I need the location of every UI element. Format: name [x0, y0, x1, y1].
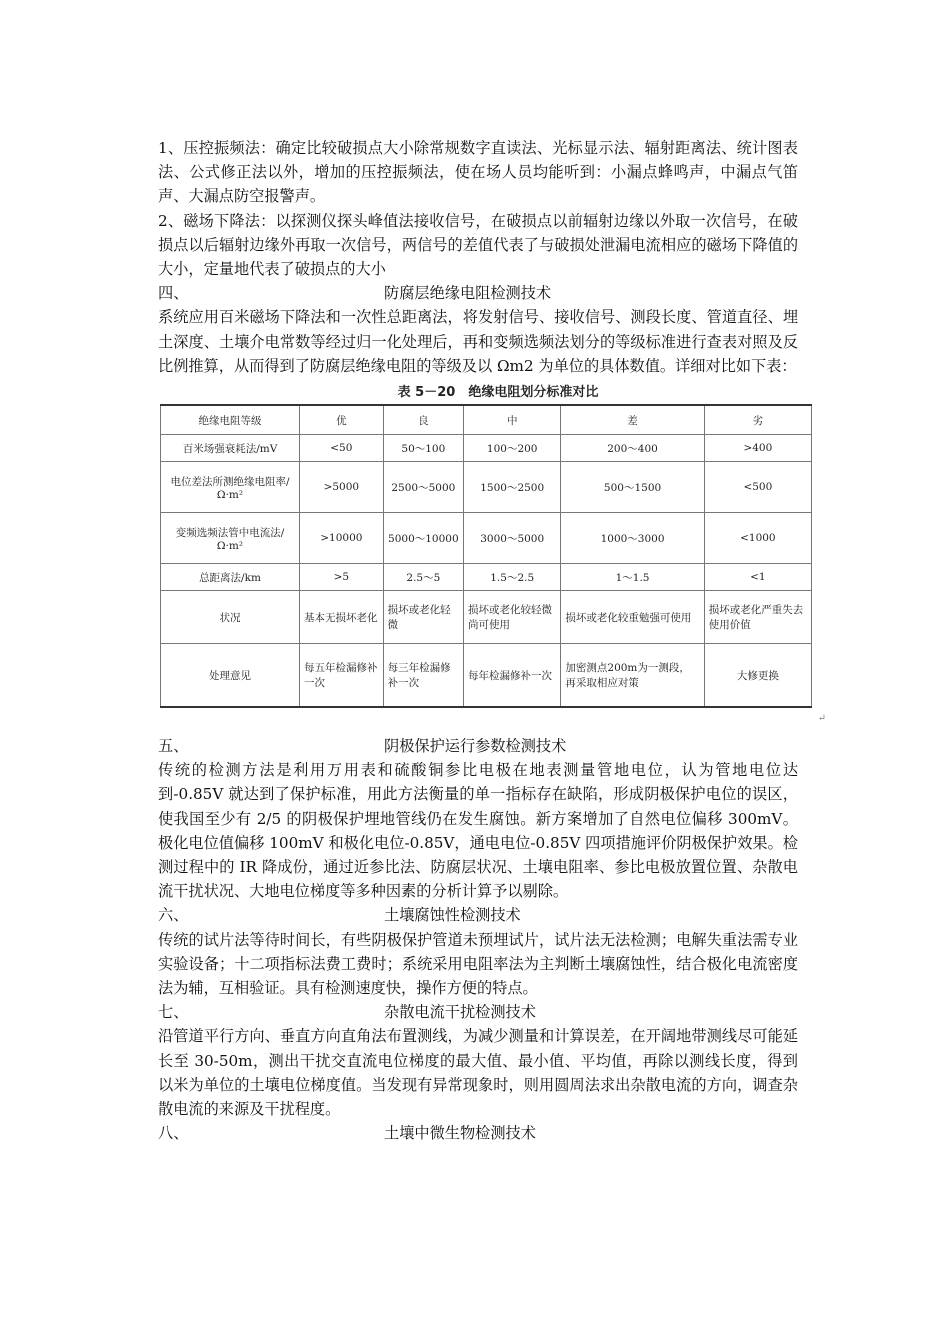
table-cell: 500～1500 — [561, 462, 704, 513]
table-row-header: 电位差法所测绝缘电阻率/Ω·m² — [161, 462, 300, 513]
paragraph-magnetic-drop: 2、磁场下降法：以探测仪探头峰值法接收信号，在破损点以前辐射边缘以外取一次信号，在破损点以后辐射边缘外再取一次信号，两信号的差值代表了与破损处泄漏电流相应的磁场下降值的大小，定量地代表了破损点的大小 — [158, 211, 798, 279]
section-number: 八、 — [158, 1124, 189, 1143]
section-number: 五、 — [158, 737, 189, 756]
table-header-cell: 优 — [300, 405, 384, 435]
section-body: 传统的试片法等待时间长，有些阴极保护管道未预埋试片，试片法无法检测；电解失重法需专业实验设备；十二项指标法费工费时；系统采用电阻率法为主判断土壤腐蚀性，结合极化电流密度法为辅，互相验证。具有检测速度快，操作方便的特点。 — [158, 930, 798, 998]
table-row-header: 处理意见 — [161, 644, 300, 708]
table-row — [161, 564, 812, 591]
table-cell: >5000 — [300, 462, 384, 513]
section-number: 四、 — [158, 284, 189, 303]
table-cell: >400 — [704, 435, 811, 462]
table-header-cell: 劣 — [704, 405, 811, 435]
table-cell: <1000 — [704, 513, 811, 564]
section-number: 六、 — [158, 906, 189, 925]
table-cell: 100～200 — [464, 435, 561, 462]
table-cell: 每三年检漏修补一次 — [383, 644, 463, 708]
table-cell: 损坏或老化轻微 — [383, 591, 463, 644]
section-title: 土壤腐蚀性检测技术 — [384, 906, 521, 925]
table-cell: 加密测点200m为一测段，再采取相应对策 — [561, 644, 704, 708]
table-cell: 200～400 — [561, 435, 704, 462]
table-cell: 50～100 — [383, 435, 463, 462]
table-cell: 1000～3000 — [561, 513, 704, 564]
table-cell: >5 — [300, 564, 384, 591]
table-cell: 基本无损坏老化 — [300, 591, 384, 644]
table-header-cell: 良 — [383, 405, 463, 435]
section-heading-8 — [158, 1121, 798, 1145]
table-cell: 1500～2500 — [464, 462, 561, 513]
table-header-cell: 差 — [561, 405, 704, 435]
section-body: 系统应用百米磁场下降法和一次性总距离法，将发射信号、接收信号、测段长度、管道直径、埋土深度、土壤介电常数等经过归一化处理后，再和变频选频法划分的等级标准进行查表对照及反比例推算，从而得到了防腐层绝缘电阻的等级及以 Ωm2 为单位的具体数值。详细对比如下表： — [158, 308, 798, 375]
table-cell: 2.5～5 — [383, 564, 463, 591]
table-cell: 大修更换 — [704, 644, 811, 708]
section-heading-5 — [158, 734, 798, 758]
table-cell: 每年检漏修补一次 — [464, 644, 561, 708]
table-cell: <50 — [300, 435, 384, 462]
section-body: 传统的检测方法是利用万用表和硫酸铜参比电极在地表测量管地电位，认为管地电位达到-0.85V 就达到了保护标准，用此方法衡量的单一指标存在缺陷，形成阴极保护电位的误区，使我国至少有 2/5 的阴极保护埋地管线仍在发生腐蚀。新方案增加了自然电位偏移 300mV。极化电位值偏移 100mV 和极化电位-0.85V，通电电位-0.85V 四项措施评价阴极保护效果。检测过程中的 IR 降成份，通过近参比法、防腐层状况、土壤电阻率、参比电极放置位置、杂散电流干扰状况、大地电位梯度等多种因素的分析计算予以剔除。 — [158, 761, 798, 901]
section-title: 阴极保护运行参数检测技术 — [384, 737, 567, 756]
table-cell: 5000～10000 — [383, 513, 463, 564]
table-cell: <500 — [704, 462, 811, 513]
table-row-header: 总距离法/km — [161, 564, 300, 591]
section-heading-4 — [158, 281, 798, 305]
spacer — [158, 712, 798, 734]
table-row — [161, 591, 812, 644]
table-cell: 每五年检漏修补一次 — [300, 644, 384, 708]
insulation-table-figure — [158, 382, 826, 725]
table-row — [161, 462, 812, 513]
table-cell: 损坏或老化较重勉强可使用 — [561, 591, 704, 644]
section-number: 七、 — [158, 1003, 189, 1022]
section-title: 杂散电流干扰检测技术 — [384, 1003, 536, 1022]
table-cell: 损坏或老化较轻微尚可使用 — [464, 591, 561, 644]
section-body: 沿管道平行方向、垂直方向直角法布置测线，为减少测量和计算误差，在开阔地带测线尽可能延长至 30-50m，测出干扰交直流电位梯度的最大值、最小值、平均值，再除以测线长度，得到以米为单位的土壤电位梯度值。当发现有异常现象时，则用圆周法求出杂散电流的方向，调查杂散电流的来源及干扰程度。 — [158, 1027, 798, 1119]
table-cell: <1 — [704, 564, 811, 591]
table-row-header: 状况 — [161, 591, 300, 644]
insulation-resistance-table — [160, 404, 812, 708]
document-page — [158, 136, 826, 1145]
table-cell: 1.5～2.5 — [464, 564, 561, 591]
section-title: 土壤中微生物检测技术 — [384, 1124, 536, 1143]
paragraph-pressure-frequency: 1、压控振频法：确定比较破损点大小除常规数字直读法、光标显示法、辐射距离法、统计图表法、公式修正法以外，增加的压控振频法，使在场人员均能听到：小漏点蜂鸣声，中漏点气笛声、大漏点防空报警声。 — [158, 139, 798, 206]
table-row-header: 变频选频法管中电流法/Ω·m² — [161, 513, 300, 564]
table-cell: 1～1.5 — [561, 564, 704, 591]
paragraph-return-icon: ↵ — [817, 713, 826, 725]
section-heading-6 — [158, 903, 798, 927]
table-cell: 2500～5000 — [383, 462, 463, 513]
table-header-cell: 绝缘电阻等级 — [161, 405, 300, 435]
table-cell: 损坏或老化严重失去使用价值 — [704, 591, 811, 644]
table-cell: 3000～5000 — [464, 513, 561, 564]
table-header-row — [161, 405, 812, 435]
table-header-cell: 中 — [464, 405, 561, 435]
table-row-header: 百米场强衰耗法/mV — [161, 435, 300, 462]
table-caption: 表 5－20 绝缘电阻划分标准对比 — [397, 385, 599, 401]
table-row — [161, 644, 812, 708]
table-row — [161, 513, 812, 564]
table-cell: >10000 — [300, 513, 384, 564]
table-row — [161, 435, 812, 462]
section-heading-7 — [158, 1000, 798, 1024]
section-title: 防腐层绝缘电阻检测技术 — [384, 284, 552, 303]
